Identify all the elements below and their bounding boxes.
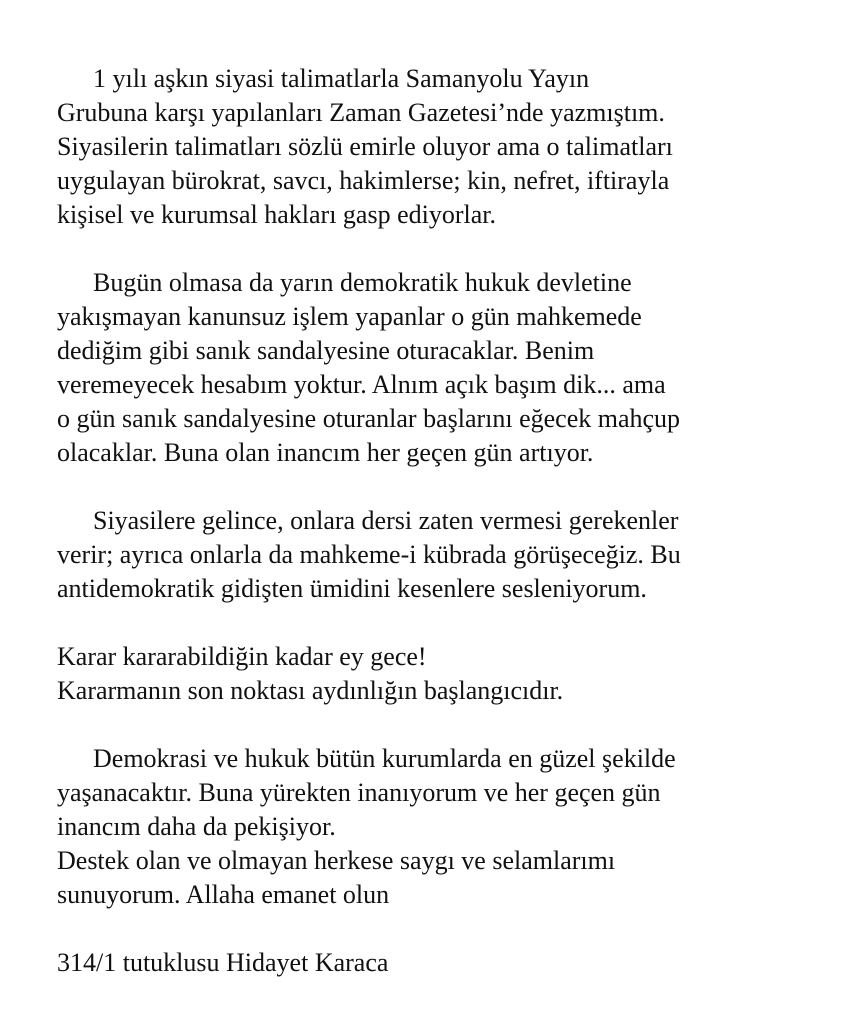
- paragraph-gap: [57, 232, 777, 266]
- letter-page: [57, 62, 777, 980]
- paragraph-gap: [57, 606, 777, 640]
- text-line: antidemokratik gidişten ümidini kesenlere sesleniyorum.: [57, 574, 647, 603]
- text-line: Grubuna karşı yapılanları Zaman Gazetesi’nde yazmıştım.: [57, 98, 665, 127]
- text-line: yakışmayan kanunsuz işlem yapanlar o gün mahkemede: [57, 302, 642, 331]
- text-line: sunuyorum. Allaha emanet olun: [57, 880, 390, 909]
- text-line: veremeyecek hesabım yoktur. Alnım açık başım dik... ama: [57, 370, 666, 399]
- paragraph-gap: [57, 912, 777, 946]
- paragraph-1: [57, 62, 777, 232]
- text-line: Karar kararabildiğin kadar ey gece!: [57, 642, 427, 671]
- paragraph-gap: [57, 708, 777, 742]
- text-line: Destek olan ve olmayan herkese saygı ve selamlarımı: [57, 846, 616, 875]
- text-line: Demokrasi ve hukuk bütün kurumlarda en güzel şekilde: [93, 744, 676, 773]
- text-line: Siyasilere gelince, onlara dersi zaten vermesi gerekenler: [93, 506, 679, 535]
- paragraph-3: [57, 504, 777, 606]
- text-line: verir; ayrıca onlarla da mahkeme-i kübrada görüşeceğiz. Bu: [57, 540, 681, 569]
- text-line: uygulayan bürokrat, savcı, hakimlerse; kin, nefret, iftirayla: [57, 166, 670, 195]
- paragraph-2: [57, 266, 777, 470]
- text-line: o gün sanık sandalyesine oturanlar başlarını eğecek mahçup: [57, 404, 681, 433]
- text-line: olacaklar. Buna olan inancım her geçen gün artıyor.: [57, 438, 594, 467]
- text-line: 1 yılı aşkın siyasi talimatlarla Samanyolu Yayın: [93, 64, 590, 93]
- text-line: Bugün olmasa da yarın demokratik hukuk devletine: [93, 268, 632, 297]
- text-line: inancım daha da pekişiyor.: [57, 812, 336, 841]
- text-line: Kararmanın son noktası aydınlığın başlangıcıdır.: [57, 676, 564, 705]
- paragraph-gap: [57, 470, 777, 504]
- paragraph-5: [57, 742, 777, 912]
- signature: 314/1 tutuklusu Hidayet Karaca: [57, 948, 389, 977]
- text-line: yaşanacaktır. Buna yürekten inanıyorum ve her geçen gün: [57, 778, 661, 807]
- text-line: kişisel ve kurumsal hakları gasp ediyorlar.: [57, 200, 497, 229]
- paragraph-4: [57, 640, 777, 708]
- text-line: dediğim gibi sanık sandalyesine oturacaklar. Benim: [57, 336, 595, 365]
- text-line: Siyasilerin talimatları sözlü emirle oluyor ama o talimatları: [57, 132, 673, 161]
